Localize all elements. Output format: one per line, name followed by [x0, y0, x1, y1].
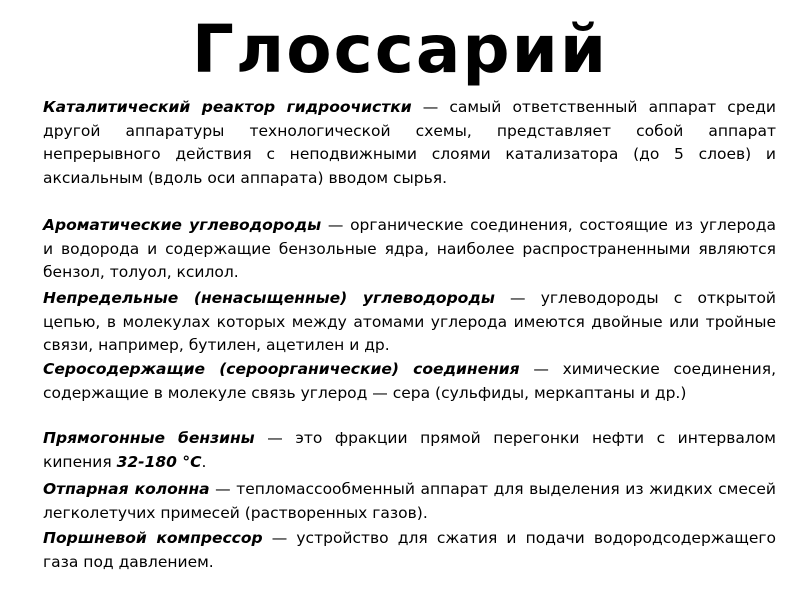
glossary-definition: — химические соединения, содержащие в молекуле связь углерод — сера (сульфиды, меркаптаны и др.)	[43, 360, 776, 402]
glossary-entry	[43, 527, 776, 574]
glossary-entry	[43, 214, 776, 285]
glossary-definition-suffix: .	[201, 452, 207, 471]
glossary-definition: — самый ответственный аппарат среди другой аппаратуры технологической схемы, представляет собой аппарат непрерывного действия с неподвижными слоями катализатора (до 5 слоев) и аксиальным (вдоль оси аппарата) вводом сырья.	[43, 98, 776, 187]
glossary-term: Поршневой компрессор	[43, 529, 263, 547]
glossary-entry	[43, 478, 776, 525]
glossary-term: Отпарная колонна	[43, 480, 210, 498]
glossary-definition: — устройство для сжатия и подачи водородсодержащего газа под давлением.	[43, 529, 777, 571]
glossary-entry	[43, 96, 776, 190]
glossary-term: Каталитический реактор гидроочистки	[43, 98, 412, 116]
glossary-entry	[43, 427, 776, 474]
boiling-range-value: 32-180 °C	[116, 452, 202, 471]
glossary-entry	[43, 358, 776, 405]
glossary-term: Ароматические углеводороды	[43, 216, 322, 234]
glossary-term: Прямогонные бензины	[43, 429, 255, 447]
glossary-definition: — тепломассообменный аппарат для выделения из жидких смесей легколетучих примесей (растворенных газов).	[43, 480, 776, 522]
glossary-definition: — углеводороды с открытой цепью, в молекулах которых между атомами углерода имеются двойные или тройные связи, например, бутилен, ацетилен и др.	[43, 289, 777, 354]
glossary-term: Серосодержащие (сероорганические) соединения	[43, 360, 520, 378]
glossary-definition: — органические соединения, состоящие из углерода и водорода и содержащие бензольные ядра, наиболее распространенными являются бензол, толуол, ксилол.	[43, 216, 776, 281]
glossary-term: Непредельные (ненасыщенные) углеводороды	[43, 289, 495, 307]
glossary-definition: — это фракции прямой перегонки нефти с интервалом кипения	[43, 429, 776, 471]
page-title: Глоссарий	[191, 11, 609, 88]
glossary-entry	[43, 287, 776, 358]
